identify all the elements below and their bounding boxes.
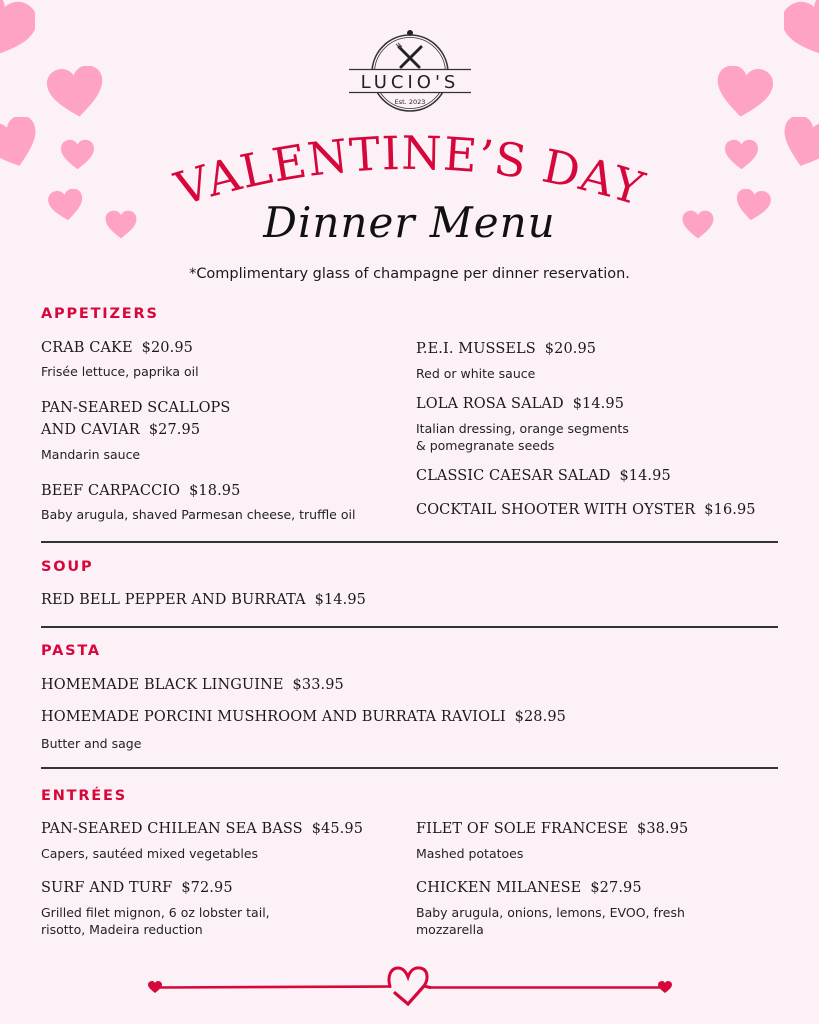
menu-item-desc: Capers, sautéed mixed vegetables: [41, 846, 259, 861]
menu-item-name: BEEF CARPACCIO $18.95: [41, 483, 241, 499]
menu-item-name: HOMEMADE PORCINI MUSHROOM AND BURRATA RAVIOLI $28.95: [41, 709, 566, 725]
menu-item-name: COCKTAIL SHOOTER WITH OYSTER $16.95: [416, 502, 756, 518]
restaurant-logo: [349, 25, 471, 119]
fork-knife-icon: [396, 43, 421, 67]
menu-item-price: $33.95: [292, 677, 344, 693]
menu-item-price: $72.95: [181, 880, 233, 896]
menu-item-name: LOLA ROSA SALAD $14.95: [416, 396, 625, 412]
section-divider: [41, 767, 778, 769]
logo-established: Est. 2023: [394, 98, 426, 106]
menu-item-name: PAN-SEARED CHILEAN SEA BASS $45.95: [41, 821, 364, 837]
page-subtitle: Dinner Menu: [263, 198, 556, 247]
menu-item-name: AND CAVIAR $27.95: [41, 422, 201, 438]
section-divider: [41, 541, 778, 543]
menu-item-price: $14.95: [572, 396, 625, 412]
heart-icon: [0, 0, 35, 75]
section-title-entrees: ENTRÉES: [41, 788, 127, 804]
champagne-note: *Complimentary glass of champagne per dinner reservation.: [189, 266, 630, 282]
menu-item-desc: Mandarin sauce: [41, 447, 141, 462]
heart-icon: [0, 117, 40, 169]
heart-icon: [713, 66, 775, 118]
menu-item-name: CHICKEN MILANESE $27.95: [416, 880, 642, 896]
heart-icon: [784, 0, 819, 75]
menu-item-desc: Butter and sage: [41, 736, 142, 751]
menu-item-price: $14.95: [619, 468, 671, 484]
menu-item-desc: & pomegranate seeds: [416, 438, 555, 453]
menu-item-desc: Baby arugula, onions, lemons, EVOO, fresh: [416, 905, 685, 920]
menu-item-desc: risotto, Madeira reduction: [41, 922, 203, 937]
menu-item-price: $20.95: [141, 340, 193, 356]
title-text: VALENTINE’S DAY: [169, 125, 651, 217]
menu-item-price: $38.95: [637, 821, 689, 837]
menu-item-name: PAN-SEARED SCALLOPS: [41, 400, 231, 416]
menu-item-desc: Red or white sauce: [416, 366, 536, 381]
menu-item-name: P.E.I. MUSSELS $20.95: [416, 341, 597, 357]
heart-icon: [45, 66, 107, 118]
menu-item-desc: Italian dressing, orange segments: [416, 421, 629, 436]
menu-item-name: FILET OF SOLE FRANCESE $38.95: [416, 821, 689, 837]
menu-item-name: HOMEMADE BLACK LINGUINE $33.95: [41, 677, 344, 693]
menu-item-name: SURF AND TURF $72.95: [41, 880, 233, 896]
menu-item-price: $18.95: [189, 483, 241, 499]
menu-item-price: $27.95: [148, 422, 201, 438]
heart-icon: [59, 139, 96, 170]
menu-item-desc: Mashed potatoes: [416, 846, 524, 861]
menu-item-name: RED BELL PEPPER AND BURRATA $14.95: [41, 592, 366, 608]
menu-item-price: $16.95: [704, 502, 756, 518]
menu-item-desc: mozzarella: [416, 922, 484, 937]
menu-item-desc: Baby arugula, shaved Parmesan cheese, truffle oil: [41, 507, 356, 522]
menu-item-name: CRAB CAKE $20.95: [41, 340, 193, 356]
menu-item-desc: Grilled filet mignon, 6 oz lobster tail,: [41, 905, 270, 920]
menu-item-price: $20.95: [544, 341, 597, 357]
menu-item-price: $45.95: [311, 821, 364, 837]
menu-item-price: $27.95: [590, 880, 642, 896]
menu-item-name: CLASSIC CAESAR SALAD $14.95: [416, 468, 671, 484]
section-title-pasta: PASTA: [41, 643, 101, 659]
menu-item-desc: Frisée lettuce, paprika oil: [41, 364, 199, 379]
menu-item-price: $14.95: [314, 592, 366, 608]
heart-divider-icon: [145, 960, 675, 1010]
section-title-appetizers: APPETIZERS: [41, 306, 159, 322]
section-title-soup: SOUP: [41, 559, 94, 575]
heart-icon: [780, 117, 819, 169]
logo-name: LUCIO'S: [360, 72, 460, 93]
section-divider: [41, 626, 778, 628]
menu-item-price: $28.95: [514, 709, 566, 725]
heart-icon: [723, 139, 760, 170]
